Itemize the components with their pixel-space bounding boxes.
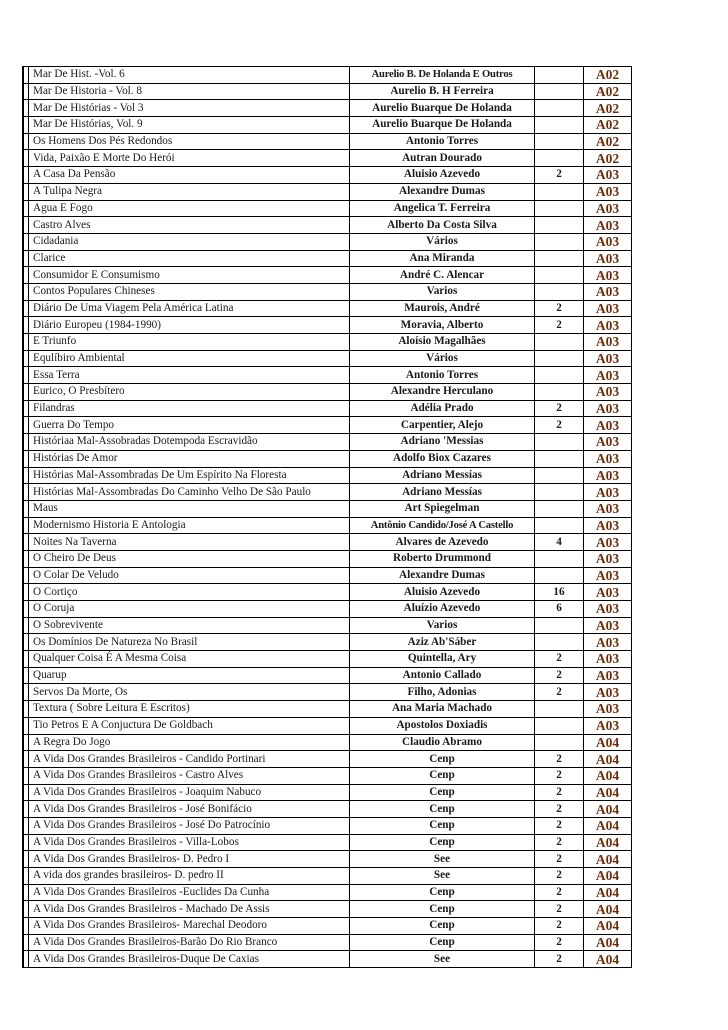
shelf-code-cell: A04 (584, 884, 632, 901)
author-cell: Cenp (350, 784, 535, 801)
shelf-code-cell: A04 (584, 951, 632, 968)
book-title-cell: A Vida Dos Grandes Brasileiros- Marechal Deodoro (29, 918, 350, 935)
shelf-code-cell: A04 (584, 934, 632, 951)
book-title-cell: A Vida Dos Grandes Brasileiros - Villa-Lobos (29, 834, 350, 851)
table-row (23, 100, 632, 117)
quantity-cell (535, 634, 584, 651)
table-row (23, 651, 632, 668)
shelf-code-cell: A03 (584, 434, 632, 451)
author-cell: Art Spiegelman (350, 500, 535, 517)
shelf-code-cell: A02 (584, 133, 632, 150)
quantity-cell (535, 550, 584, 567)
shelf-code-cell: A02 (584, 117, 632, 134)
quantity-cell (535, 150, 584, 167)
book-title-cell: Mar De Histórias, Vol. 9 (29, 117, 350, 134)
quantity-cell: 6 (535, 601, 584, 618)
book-title-cell: Castro Alves (29, 217, 350, 234)
quantity-cell: 2 (535, 951, 584, 968)
table-row (23, 150, 632, 167)
shelf-code-cell: A03 (584, 283, 632, 300)
author-cell: Adriano 'Messias (350, 434, 535, 451)
book-title-cell: A vida dos grandes brasileiros- D. pedro II (29, 868, 350, 885)
shelf-code-cell: A03 (584, 233, 632, 250)
book-title-cell: Guerra Do Tempo (29, 417, 350, 434)
shelf-code-cell: A03 (584, 601, 632, 618)
table-row (23, 434, 632, 451)
quantity-cell (535, 100, 584, 117)
quantity-cell: 2 (535, 667, 584, 684)
author-cell: Cenp (350, 834, 535, 851)
book-table (22, 66, 632, 968)
book-title-cell: Maus (29, 500, 350, 517)
shelf-code-cell: A03 (584, 567, 632, 584)
shelf-code-cell: A04 (584, 734, 632, 751)
quantity-cell: 4 (535, 534, 584, 551)
table-row (23, 233, 632, 250)
book-title-cell: A Vida Dos Grandes Brasileiros - Machado De Assis (29, 901, 350, 918)
table-row (23, 934, 632, 951)
book-title-cell: O Coruja (29, 601, 350, 618)
quantity-cell (535, 334, 584, 351)
table-row (23, 117, 632, 134)
table-row (23, 734, 632, 751)
shelf-code-cell: A03 (584, 317, 632, 334)
shelf-code-cell: A03 (584, 534, 632, 551)
book-title-cell: A Vida Dos Grandes Brasileiros - José Bonifácio (29, 801, 350, 818)
author-cell: Antonio Torres (350, 367, 535, 384)
book-title-cell: Noites Na Taverna (29, 534, 350, 551)
book-title-cell: A Vida Dos Grandes Brasileiros - Candido Portinari (29, 751, 350, 768)
author-cell: Aloísio Magalhães (350, 334, 535, 351)
table-row (23, 550, 632, 567)
author-cell: André C. Alencar (350, 267, 535, 284)
table-row (23, 868, 632, 885)
shelf-code-cell: A03 (584, 334, 632, 351)
shelf-code-cell: A03 (584, 550, 632, 567)
book-title-cell: Histórias De Amor (29, 450, 350, 467)
author-cell: Claudio Abramo (350, 734, 535, 751)
author-cell: Antonio Torres (350, 133, 535, 150)
quantity-cell: 2 (535, 801, 584, 818)
quantity-cell (535, 183, 584, 200)
quantity-cell (535, 434, 584, 451)
author-cell: Alvares de Azevedo (350, 534, 535, 551)
author-cell: Cenp (350, 934, 535, 951)
table-row (23, 500, 632, 517)
author-cell: Antônio Candido/José A Castello (350, 517, 535, 534)
author-cell: Cenp (350, 767, 535, 784)
shelf-code-cell: A04 (584, 851, 632, 868)
table-row (23, 283, 632, 300)
quantity-cell (535, 67, 584, 84)
author-cell: Alexandre Herculano (350, 384, 535, 401)
author-cell: Antonio Callado (350, 667, 535, 684)
shelf-code-cell: A03 (584, 484, 632, 501)
shelf-code-cell: A03 (584, 651, 632, 668)
shelf-code-cell: A03 (584, 267, 632, 284)
shelf-code-cell: A03 (584, 467, 632, 484)
author-cell: Cenp (350, 751, 535, 768)
shelf-code-cell: A04 (584, 801, 632, 818)
book-title-cell: Servos Da Morte, Os (29, 684, 350, 701)
quantity-cell (535, 250, 584, 267)
quantity-cell: 2 (535, 767, 584, 784)
quantity-cell: 2 (535, 751, 584, 768)
book-title-cell: Agua E Fogo (29, 200, 350, 217)
author-cell: Aluízio Azevedo (350, 601, 535, 618)
author-cell: Cenp (350, 801, 535, 818)
shelf-code-cell: A03 (584, 667, 632, 684)
book-title-cell: Consumidor E Consumismo (29, 267, 350, 284)
book-title-cell: Mar De Histórias - Vol 3 (29, 100, 350, 117)
quantity-cell (535, 267, 584, 284)
book-title-cell: O Sobrevivente (29, 617, 350, 634)
table-row (23, 317, 632, 334)
book-title-cell: A Regra Do Jogo (29, 734, 350, 751)
author-cell: Adélia Prado (350, 400, 535, 417)
book-title-cell: Filandras (29, 400, 350, 417)
book-title-cell: A Vida Dos Grandes Brasileiros - José Do Patrocínio (29, 817, 350, 834)
quantity-cell: 2 (535, 684, 584, 701)
author-cell: Apostolos Doxiadis (350, 717, 535, 734)
shelf-code-cell: A03 (584, 500, 632, 517)
quantity-cell: 2 (535, 901, 584, 918)
table-row (23, 567, 632, 584)
quantity-cell (535, 567, 584, 584)
quantity-cell: 16 (535, 584, 584, 601)
table-row (23, 334, 632, 351)
quantity-cell (535, 717, 584, 734)
quantity-cell (535, 384, 584, 401)
book-title-cell: A Vida Dos Grandes Brasileiros -Euclides Da Cunha (29, 884, 350, 901)
author-cell: Cenp (350, 901, 535, 918)
shelf-code-cell: A02 (584, 100, 632, 117)
author-cell: Aluisio Azevedo (350, 167, 535, 184)
author-cell: Aziz Ab'Sáber (350, 634, 535, 651)
table-row (23, 450, 632, 467)
book-title-cell: Essa Terra (29, 367, 350, 384)
book-title-cell: Qualquer Coisa É A Mesma Coisa (29, 651, 350, 668)
book-title-cell: Tio Petros E A Conjuctura De Goldbach (29, 717, 350, 734)
author-cell: Aurelio Buarque De Holanda (350, 117, 535, 134)
quantity-cell: 2 (535, 400, 584, 417)
table-row (23, 200, 632, 217)
book-title-cell: A Vida Dos Grandes Brasileiros - Joaquim Nabuco (29, 784, 350, 801)
table-row (23, 834, 632, 851)
shelf-code-cell: A03 (584, 167, 632, 184)
book-title-cell: Cidadania (29, 233, 350, 250)
table-row (23, 717, 632, 734)
author-cell: Cenp (350, 918, 535, 935)
author-cell: Adriano Messías (350, 467, 535, 484)
author-cell: Aurelio B. H Ferreira (350, 83, 535, 100)
book-title-cell: Os Homens Dos Pés Redondos (29, 133, 350, 150)
shelf-code-cell: A03 (584, 350, 632, 367)
quantity-cell (535, 617, 584, 634)
book-title-cell: Diário Europeu (1984-1990) (29, 317, 350, 334)
author-cell: Autran Dourado (350, 150, 535, 167)
shelf-code-cell: A04 (584, 834, 632, 851)
quantity-cell (535, 233, 584, 250)
quantity-cell: 2 (535, 417, 584, 434)
shelf-code-cell: A03 (584, 584, 632, 601)
table-row (23, 467, 632, 484)
shelf-code-cell: A04 (584, 751, 632, 768)
author-cell: See (350, 868, 535, 885)
quantity-cell (535, 450, 584, 467)
book-title-cell: Modernismo Historia E Antologia (29, 517, 350, 534)
book-title-cell: Histórias Mal-Assombradas De Um Espírito Na Floresta (29, 467, 350, 484)
author-cell: Roberto Drummond (350, 550, 535, 567)
book-title-cell: Equlíbiro Ambiental (29, 350, 350, 367)
table-row (23, 384, 632, 401)
author-cell: Aurelio B. De Holanda E Outros (350, 67, 535, 84)
author-cell: Filho, Adonias (350, 684, 535, 701)
shelf-code-cell: A03 (584, 634, 632, 651)
quantity-cell (535, 350, 584, 367)
author-cell: Alexandre Dumas (350, 567, 535, 584)
shelf-code-cell: A04 (584, 784, 632, 801)
shelf-code-cell: A03 (584, 200, 632, 217)
book-title-cell: O Cortiço (29, 584, 350, 601)
table-row (23, 167, 632, 184)
shelf-code-cell: A03 (584, 684, 632, 701)
table-row (23, 884, 632, 901)
quantity-cell: 2 (535, 817, 584, 834)
book-title-cell: Mar De Historia - Vol. 8 (29, 83, 350, 100)
book-title-cell: Históriaa Mal-Assobradas Dotempoda Escravidão (29, 434, 350, 451)
shelf-code-cell: A03 (584, 367, 632, 384)
table-row (23, 417, 632, 434)
author-cell: Varios (350, 617, 535, 634)
author-cell: Vários (350, 350, 535, 367)
table-row (23, 751, 632, 768)
book-title-cell: Clarice (29, 250, 350, 267)
author-cell: Alberto Da Costa Silva (350, 217, 535, 234)
author-cell: Adolfo Biox Cazares (350, 450, 535, 467)
table-row (23, 617, 632, 634)
quantity-cell: 2 (535, 868, 584, 885)
shelf-code-cell: A04 (584, 767, 632, 784)
quantity-cell (535, 217, 584, 234)
shelf-code-cell: A02 (584, 67, 632, 84)
table-row (23, 484, 632, 501)
table-row (23, 918, 632, 935)
table-row (23, 784, 632, 801)
author-cell: Aluisio Azevedo (350, 584, 535, 601)
table-row (23, 183, 632, 200)
quantity-cell: 2 (535, 300, 584, 317)
quantity-cell (535, 500, 584, 517)
table-row (23, 350, 632, 367)
table-row (23, 901, 632, 918)
table-row (23, 801, 632, 818)
author-cell: Alexandre Dumas (350, 183, 535, 200)
author-cell: Vários (350, 233, 535, 250)
shelf-code-cell: A03 (584, 300, 632, 317)
book-title-cell: Vida, Paixão E Morte Do Herói (29, 150, 350, 167)
author-cell: Adriano Messías (350, 484, 535, 501)
author-cell: Maurois, André (350, 300, 535, 317)
table-row (23, 267, 632, 284)
author-cell: Cenp (350, 884, 535, 901)
quantity-cell (535, 83, 584, 100)
book-title-cell: Eurico, O Presbítero (29, 384, 350, 401)
table-row (23, 601, 632, 618)
shelf-code-cell: A03 (584, 217, 632, 234)
shelf-code-cell: A04 (584, 817, 632, 834)
table-row (23, 400, 632, 417)
shelf-code-cell: A03 (584, 400, 632, 417)
author-cell: Moravia, Alberto (350, 317, 535, 334)
shelf-code-cell: A04 (584, 918, 632, 935)
author-cell: Varios (350, 283, 535, 300)
quantity-cell: 2 (535, 167, 584, 184)
book-title-cell: A Vida Dos Grandes Brasileiros - Castro Alves (29, 767, 350, 784)
author-cell: Angelica T. Ferreira (350, 200, 535, 217)
table-row (23, 217, 632, 234)
quantity-cell: 2 (535, 884, 584, 901)
table-row (23, 951, 632, 968)
book-title-cell: A Tulipa Negra (29, 183, 350, 200)
book-title-cell: Textura ( Sobre Leitura E Escritos) (29, 701, 350, 718)
quantity-cell: 2 (535, 651, 584, 668)
book-title-cell: Contos Populares Chineses (29, 283, 350, 300)
table-row (23, 684, 632, 701)
shelf-code-cell: A03 (584, 183, 632, 200)
table-row (23, 83, 632, 100)
book-title-cell: Os Domínios De Natureza No Brasil (29, 634, 350, 651)
shelf-code-cell: A04 (584, 901, 632, 918)
book-title-cell: A Casa Da Pensão (29, 167, 350, 184)
table-row (23, 817, 632, 834)
quantity-cell (535, 283, 584, 300)
shelf-code-cell: A02 (584, 83, 632, 100)
shelf-code-cell: A03 (584, 417, 632, 434)
table-row (23, 67, 632, 84)
book-title-cell: A Vida Dos Grandes Brasileiros- D. Pedro I (29, 851, 350, 868)
shelf-code-cell: A03 (584, 450, 632, 467)
shelf-code-cell: A02 (584, 150, 632, 167)
book-title-cell: O Cheiro De Deus (29, 550, 350, 567)
quantity-cell (535, 484, 584, 501)
quantity-cell (535, 734, 584, 751)
table-row (23, 701, 632, 718)
quantity-cell: 2 (535, 834, 584, 851)
book-title-cell: A Vida Dos Grandes Brasileiros-Barão Do Rio Branco (29, 934, 350, 951)
quantity-cell: 2 (535, 784, 584, 801)
quantity-cell: 2 (535, 851, 584, 868)
author-cell: Cenp (350, 817, 535, 834)
book-title-cell: A Vida Dos Grandes Brasileiros-Duque De Caxias (29, 951, 350, 968)
quantity-cell: 2 (535, 317, 584, 334)
book-inventory-sheet (22, 66, 620, 968)
shelf-code-cell: A03 (584, 250, 632, 267)
book-title-cell: Quarup (29, 667, 350, 684)
shelf-code-cell: A03 (584, 701, 632, 718)
quantity-cell (535, 701, 584, 718)
quantity-cell (535, 133, 584, 150)
table-row (23, 767, 632, 784)
shelf-code-cell: A03 (584, 517, 632, 534)
table-row (23, 517, 632, 534)
quantity-cell (535, 367, 584, 384)
table-row (23, 534, 632, 551)
author-cell: Aurelio Buarque De Holanda (350, 100, 535, 117)
quantity-cell (535, 467, 584, 484)
table-row (23, 250, 632, 267)
book-title-cell: E Triunfo (29, 334, 350, 351)
table-row (23, 367, 632, 384)
quantity-cell (535, 517, 584, 534)
table-row (23, 851, 632, 868)
book-title-cell: Histórias Mal-Assombradas Do Caminho Velho De São Paulo (29, 484, 350, 501)
shelf-code-cell: A03 (584, 717, 632, 734)
quantity-cell: 2 (535, 934, 584, 951)
quantity-cell (535, 117, 584, 134)
author-cell: See (350, 951, 535, 968)
book-title-cell: Mar De Hist. -Vol. 6 (29, 67, 350, 84)
book-title-cell: O Colar De Veludo (29, 567, 350, 584)
author-cell: Ana Maria Machado (350, 701, 535, 718)
quantity-cell (535, 200, 584, 217)
table-row (23, 667, 632, 684)
table-row (23, 133, 632, 150)
quantity-cell: 2 (535, 918, 584, 935)
author-cell: Ana Miranda (350, 250, 535, 267)
table-row (23, 584, 632, 601)
table-row (23, 634, 632, 651)
author-cell: Carpentier, Alejo (350, 417, 535, 434)
shelf-code-cell: A04 (584, 868, 632, 885)
shelf-code-cell: A03 (584, 617, 632, 634)
author-cell: See (350, 851, 535, 868)
shelf-code-cell: A03 (584, 384, 632, 401)
book-title-cell: Diário De Uma Viagem Pela América Latina (29, 300, 350, 317)
author-cell: Quintella, Ary (350, 651, 535, 668)
table-row (23, 300, 632, 317)
